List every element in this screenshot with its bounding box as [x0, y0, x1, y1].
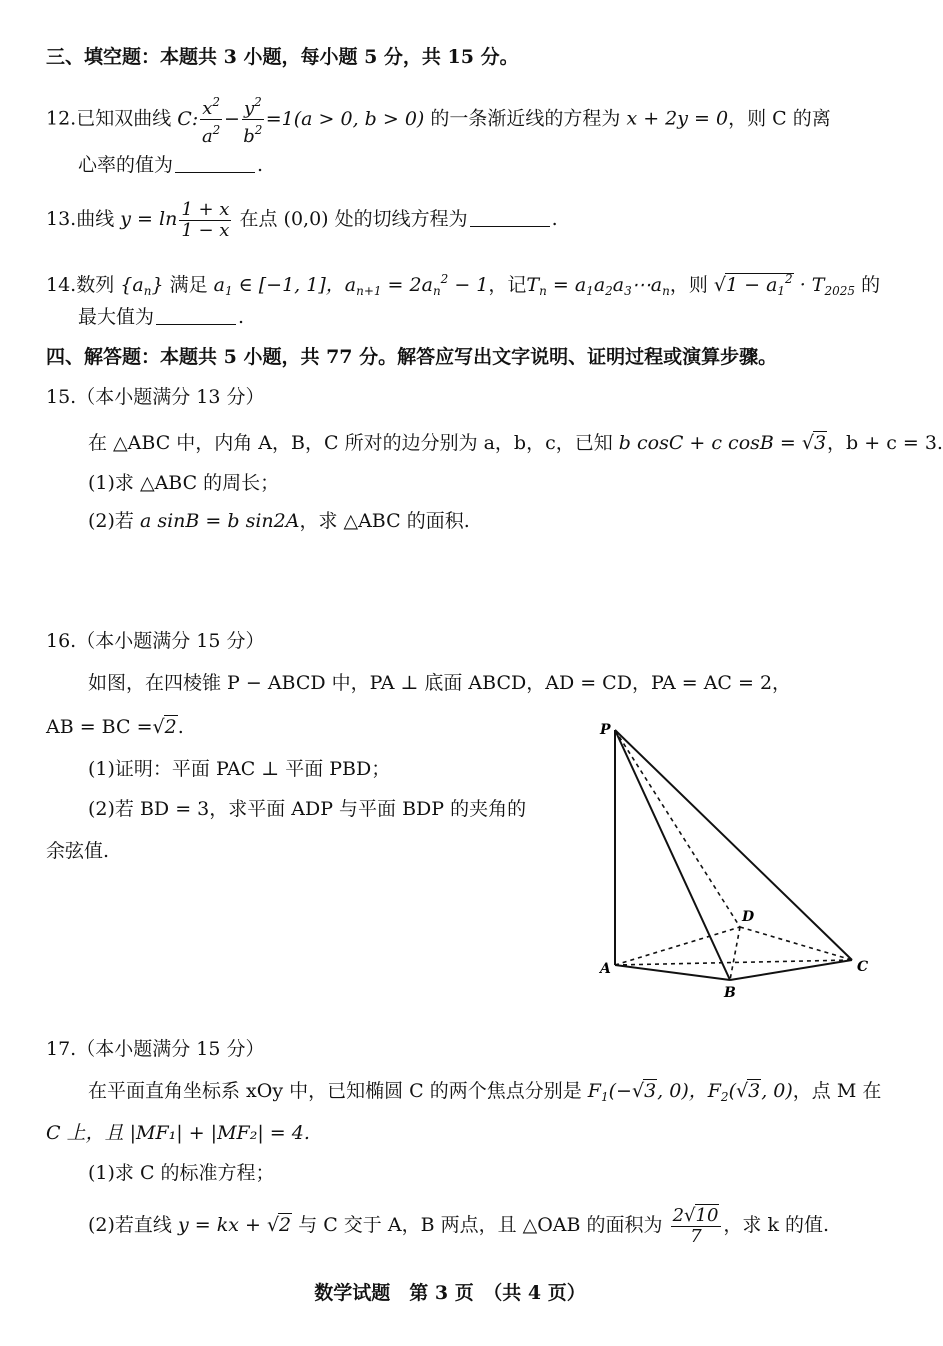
q14-expression: $√1 - a_1^2 \cdot T_{2025}$: [713, 272, 856, 298]
q16-sqrt2: √2: [152, 716, 177, 738]
q14-text-a: 数列: [76, 274, 115, 296]
q17-part1: (1)求 C 的标准方程；: [88, 1162, 275, 1184]
q14-condition: $a_1$ ∈ [−1, 1]，$a_{n+1} = 2a_n^2 - 1$: [213, 272, 489, 298]
q15-part1: (1)求 △ABC 的周长；: [88, 472, 280, 494]
q16-part1: (1)证明：平面 PAC ⊥ 平面 PBD；: [88, 758, 391, 780]
q15-part2-condition: a sinB = b sin2A: [139, 510, 300, 532]
q17-stem-a: 在平面直角坐标系 xOy 中，已知椭圆 C 的两个焦点分别是: [88, 1080, 582, 1102]
q17-part2-c: ，求 k 的值.: [723, 1214, 830, 1236]
question-14: [46, 266, 900, 304]
edge-PD: [615, 730, 740, 927]
page-footer: 数学试题 第 3 页 （共 4 页）: [314, 1282, 586, 1304]
q17-stem: [88, 1078, 900, 1110]
q15-stem-a: 在 △ABC 中，内角 A，B，C 所对的边分别为 a，b，c，已知: [88, 432, 613, 454]
q15-title: 15.（本小题满分 13 分）: [46, 386, 265, 408]
label-P: P: [600, 722, 611, 738]
q12-number: 12.: [46, 107, 77, 130]
q14-number: 14.: [46, 274, 77, 296]
q17-part2-a: (2)若直线: [88, 1214, 172, 1236]
q15-condition: b cosC + c cosB = √3: [618, 432, 827, 454]
q17-line-equation: y = kx + √2: [177, 1214, 292, 1236]
label-D: D: [742, 909, 755, 925]
edge-AB: [615, 965, 730, 980]
q14-text-e: 的: [861, 274, 881, 296]
q17-stem-b: ，点 M 在: [792, 1080, 882, 1102]
q17-foci: $F_1(-√3$, 0)，$F_2(√3$, 0): [587, 1080, 793, 1104]
q14-product: $T_n$ = $a_1a_2a_3\cdots a_n$: [526, 274, 670, 298]
edge-DB: [730, 927, 740, 980]
q14-text-b: 满足: [169, 274, 208, 296]
q17-part2: [88, 1200, 900, 1250]
q16-stem2-a: AB = BC =: [46, 716, 153, 738]
q14-answer-blank: [156, 306, 236, 325]
q13-number: 13.: [46, 208, 77, 230]
q16-stem-cont: AB = BC =√2.: [46, 716, 184, 738]
q13-answer-blank: [470, 208, 550, 227]
q17-part2-b: 与 C 交于 A，B 两点，且 △OAB 的面积为: [298, 1214, 663, 1236]
q14-text-d: ，则: [669, 274, 708, 296]
question-12-cont: 心率的值为 .: [78, 154, 264, 176]
q17-area-value: $\frac{2√10}{7}$: [671, 1206, 722, 1247]
q12-asymptote: x + 2y = 0: [626, 107, 729, 130]
q15-part2-a: (2)若: [88, 510, 134, 532]
edge-PB: [615, 730, 730, 980]
q15-part2-b: ，求 △ABC 的面积.: [299, 510, 470, 532]
q15-part2: [88, 508, 900, 534]
edge-PC: [615, 730, 852, 960]
q12-hyperbola-equation: C: $\frac{x^2}{a^2}$ − $\frac{y^2}{b^2}$ =1(a > 0, b > 0): [177, 108, 424, 130]
pyramid-figure: [590, 715, 880, 1005]
q12-text-b: 的一条渐近线的方程为: [430, 107, 621, 130]
question-14-cont: 最大值为 .: [78, 306, 245, 328]
q17-title: 17.（本小题满分 15 分）: [46, 1038, 265, 1060]
q16-title: 16.（本小题满分 15 分）: [46, 630, 265, 652]
q16-stem: 如图，在四棱锥 P − ABCD 中，PA ⊥ 底面 ABCD，AD = CD，PA = AC = 2，: [88, 672, 792, 694]
edge-BC: [730, 960, 852, 980]
q12-text-a: 已知双曲线: [76, 107, 172, 130]
q17-stem-cont: C 上，且 |MF₁| + |MF₂| = 4.: [46, 1122, 310, 1144]
q13-text-b: 在点 (0,0) 处的切线方程为: [239, 208, 468, 230]
question-12: [46, 92, 900, 147]
q14-text-c: ，记: [488, 274, 527, 296]
q16-part2: (2)若 BD = 3，求平面 ADP 与平面 BDP 的夹角的: [88, 798, 527, 820]
question-13: 13.曲线 y = ln $\frac{1 + x}{1 - x}$ 在点 (0,0) 处的切线方程为 .: [46, 198, 558, 241]
q16-part2-cont: 余弦值.: [46, 840, 110, 862]
q13-text-a: 曲线: [76, 208, 115, 230]
q14-sequence: $\{a_n\}$: [120, 274, 164, 298]
q12-text-c: ，则 C 的离: [728, 107, 831, 130]
section3-header: 三、填空题：本题共 3 小题，每小题 5 分，共 15 分。: [46, 46, 519, 68]
section4-header: 四、解答题：本题共 5 小题，共 77 分。解答应写出文字说明、证明过程或演算步骤。: [46, 346, 778, 368]
q15-stem-b: ，b + c = 3.: [827, 432, 943, 454]
q14-text-f: 最大值为: [78, 306, 155, 328]
q13-curve: y = ln $\frac{1 + x}{1 - x}$: [120, 198, 230, 241]
q12-answer-blank: [175, 154, 255, 173]
q15-stem: [88, 430, 943, 456]
label-B: B: [724, 985, 736, 1001]
label-A: A: [600, 961, 611, 977]
q12-text-d: 心率的值为: [78, 154, 174, 176]
label-C: C: [857, 959, 869, 975]
